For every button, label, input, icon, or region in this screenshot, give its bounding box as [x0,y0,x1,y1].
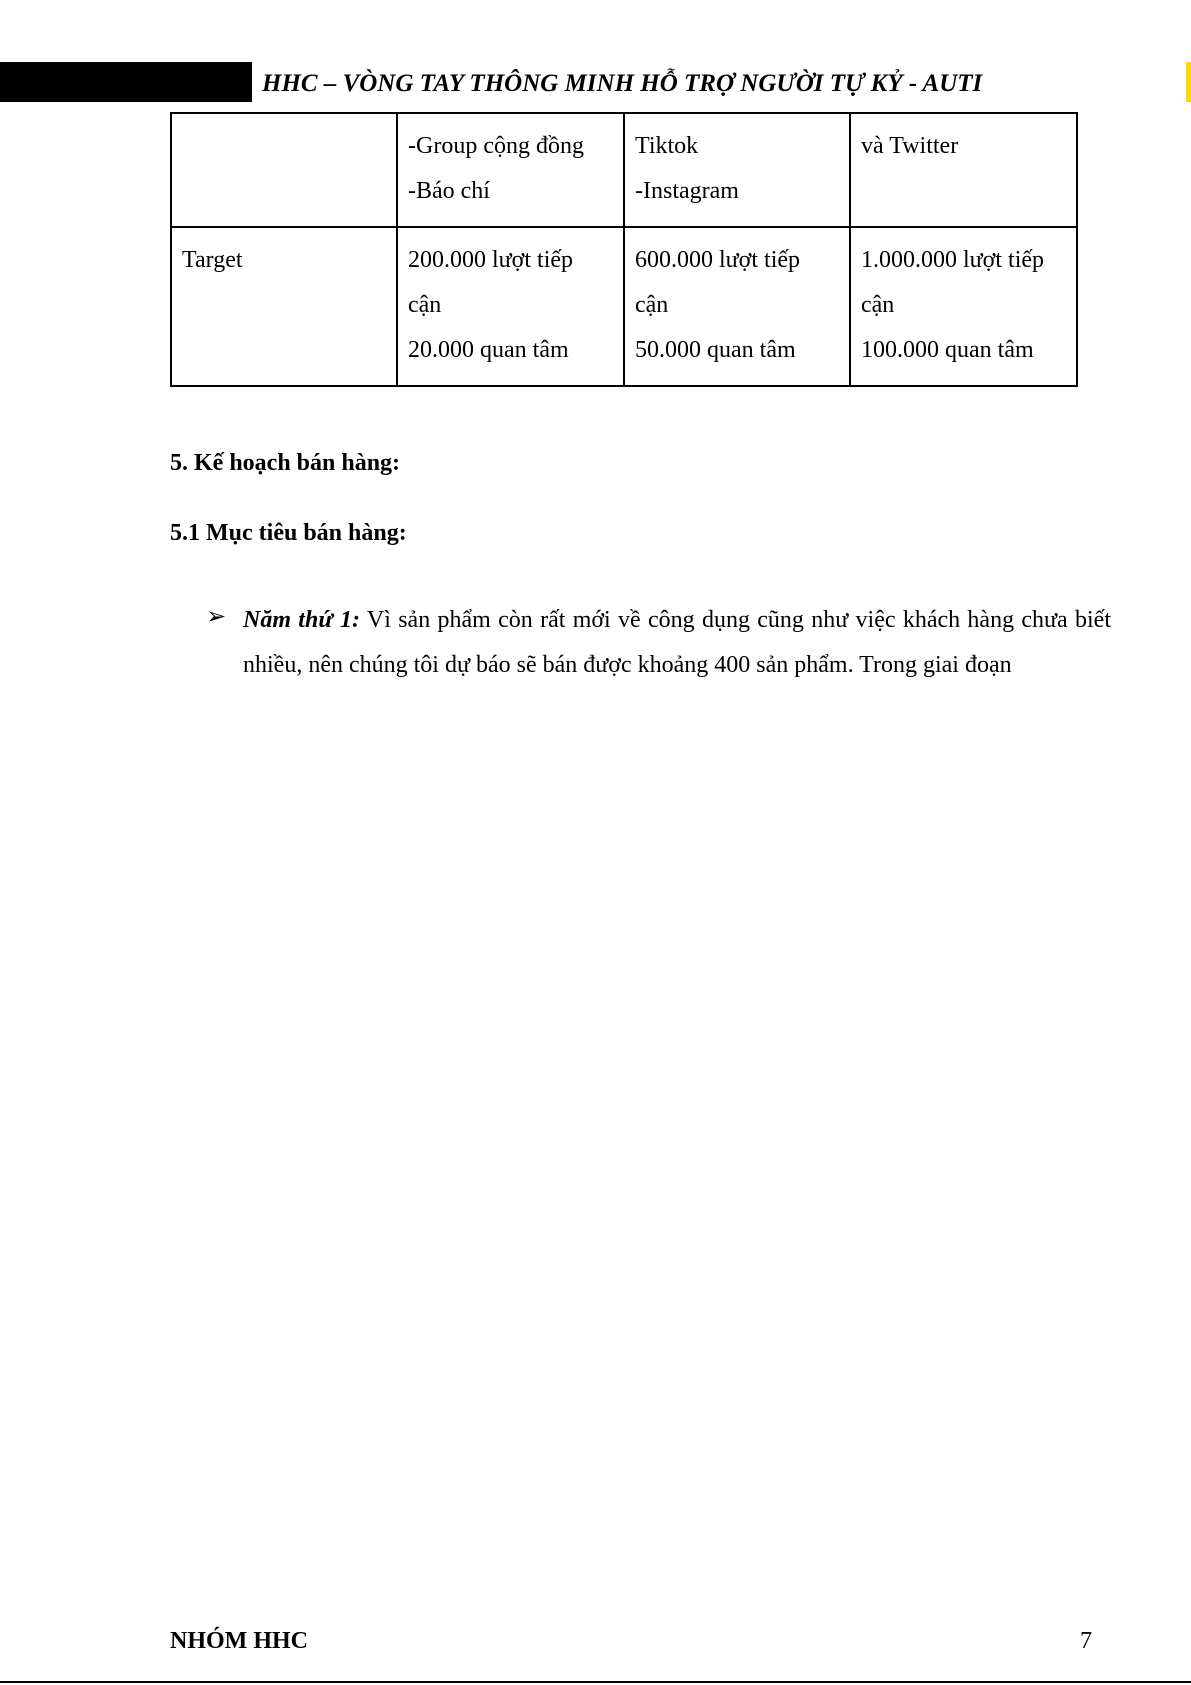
cell-line: 600.000 lượt tiếp [635,247,801,273]
bullet-paragraph [243,598,1111,688]
table-cell [850,227,1077,386]
table-cell [850,113,1077,227]
row-label-target: Target [182,247,243,273]
header-bar [0,62,252,102]
cell-line: 100.000 quan tâm [861,337,1034,363]
section-heading-sales-goals: 5.1 Mục tiêu bán hàng: [170,520,407,546]
footer-group-name: NHÓM HHC [170,1628,308,1654]
arrow-bullet-icon: ➢ [206,604,227,630]
cell-line: Tiktok [635,133,699,159]
cell-line: và Twitter [861,133,959,159]
section-heading-sales-plan: 5. Kế hoạch bán hàng: [170,450,401,476]
cell-line: cận [861,292,895,318]
footer-divider [0,1681,1191,1683]
table-row [171,113,1077,227]
cell-line: -Group cộng đồng [408,133,584,159]
table-cell [171,227,397,386]
table-cell [624,227,850,386]
cell-line: cận [408,292,442,318]
page-number: 7 [1080,1628,1092,1654]
cell-line: -Báo chí [408,178,490,204]
table-cell [397,113,624,227]
table-row [171,227,1077,386]
cell-line: 200.000 lượt tiếp [408,247,574,273]
document-header-title: HHC – VÒNG TAY THÔNG MINH HỖ TRỢ NGƯỜI TỰ KỶ - AUTI [262,70,983,97]
cell-line: -Instagram [635,178,739,204]
cell-line: cận [635,292,669,318]
table-cell [397,227,624,386]
header-accent-mark [1186,62,1191,102]
cell-line: 1.000.000 lượt tiếp [861,247,1045,273]
table-cell [171,113,397,227]
table-cell [624,113,850,227]
bullet-body: Vì sản phẩm còn rất mới về công dụng cũng như việc khách hàng chưa biết nhiều, nên chúng tôi dự báo sẽ bán được khoảng 400 sản phẩm. Trong giai đoạn [243,607,1111,678]
cell-line: 20.000 quan tâm [408,337,569,363]
marketing-plan-table [170,112,1078,387]
cell-line: 50.000 quan tâm [635,337,796,363]
bullet-label: Năm thứ 1: [243,607,361,633]
